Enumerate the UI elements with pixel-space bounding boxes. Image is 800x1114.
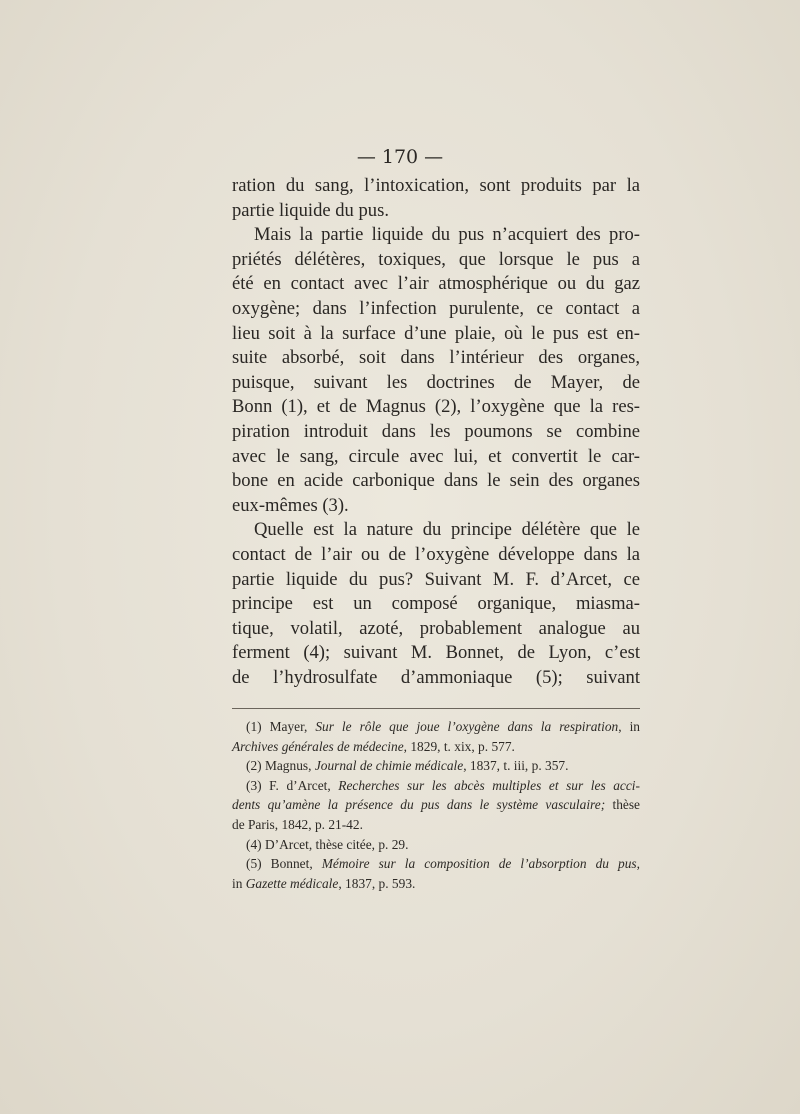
footnote-4: (4) D’Arcet, thèse citée, p. 29. [246,836,409,852]
text-line: ration du sang, l’intoxication, sont produits par la [232,175,640,196]
text-line: suite absorbé, soit dans l’intérieur des organes, [232,347,640,369]
footnote-3-cont: de Paris, 1842, p. 21-42. [232,816,363,832]
footnote-rule [232,708,640,709]
text-line: de l’hydrosulfate d’ammoniaque (5); suivant [232,666,640,688]
text-line: eux-mêmes (3). [232,494,349,516]
text-line: partie liquide du pus? Suivant M. F. d’Arcet, ce [232,568,640,590]
text-line: avec le sang, circule avec lui, et convertit le car- [232,445,640,467]
footnote-5-cont: in Gazette médicale, 1837, p. 593. [232,875,416,891]
footnote-2: (2) Magnus, Journal de chimie médicale, 1837, t. iii, p. 357. [246,758,569,774]
footnote-1-cont: Archives générales de médecine, 1829, t. xix, p. 577. [232,738,515,754]
footnote-1: (1) Mayer, Sur le rôle que joue l’oxygène dans la respiration, in [246,719,640,734]
text-line: Mais la partie liquide du pus n’acquiert des pro- [254,224,640,246]
page-number: — 170 — [356,146,444,168]
text-line: ferment (4); suivant M. Bonnet, de Lyon, c’est [232,642,640,664]
text-line: oxygène; dans l’infection purulente, ce contact a [232,297,640,319]
footnote-5: (5) Bonnet, Mémoire sur la composition de l’absorption du pus, [246,856,640,872]
text-line: Quelle est la nature du principe délétère que le [254,519,640,541]
text-line: lieu soit à la surface d’une plaie, où le pus est en- [232,322,640,344]
text-line: piration introduit dans les poumons se combine [232,420,640,442]
text-line: été en contact avec l’air atmosphérique ou du gaz [232,273,640,295]
body-text [232,174,640,690]
text-line: priétés délétères, toxiques, que lorsque le pus a [232,248,640,270]
text-line: tique, volatil, azoté, probablement analogue au [232,617,640,639]
text-line: contact de l’air ou de l’oxygène développe dans la [232,543,640,565]
footnote-3: (3) F. d’Arcet, Recherches sur les abcès multiples et sur les acci- [246,777,640,793]
text-line: partie liquide du pus. [232,199,389,221]
text-line: puisque, suivant les doctrines de Mayer, de [232,371,640,393]
footnotes [232,717,640,893]
footnote-3-cont: dents qu’amène la présence du pus dans le système vasculaire; thèse [232,797,640,813]
text-line: bone en acide carbonique dans le sein des organes [232,470,640,492]
text-line: Bonn (1), et de Magnus (2), l’oxygène que la res- [232,396,640,418]
text-line: principe est un composé organique, miasma- [232,593,640,615]
